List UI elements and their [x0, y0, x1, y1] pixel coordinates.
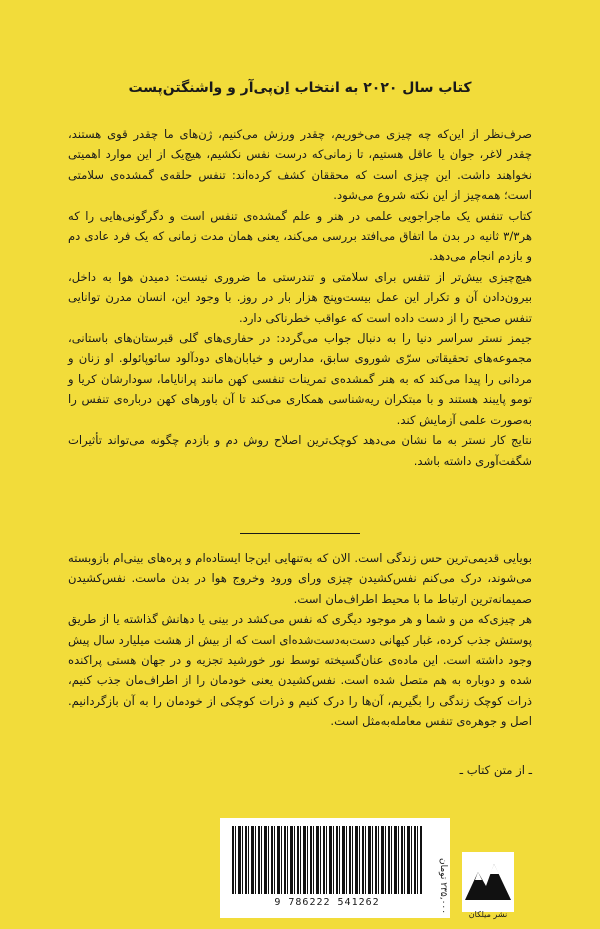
paragraph: هر چیزی‌که من و شما و هر موجود دیگری که نفس می‌کشد در بینی یا دهانش گذاشته یا از طریق پوستش جذب کرده، غبار کیهانی دست‌به‌دست‌شده‌ای است که از بیش از هشت میلیارد سال پیش وجود داشته است. این ماده‌ی عنان‌گسیخته توسط نور خورشید تجزیه و در جهان هستی پراکنده شده و دوباره به هم متصل شده است. نفس‌کشیدن یعنی خودمان را از اطراف‌مان جذب کنیم، ذرات کوچک زندگی را بگیریم، آن‌ها را درک کنیم و ذرات کوچکی از خودمان را به آن بازگردانیم. اصل و جوهره‌ی تنفس معامله‌به‌مثل است.	[68, 612, 532, 729]
excerpt-attribution: ـ از متن کتاب ـ	[459, 763, 532, 777]
section-divider	[240, 533, 360, 534]
paragraph: کتاب تنفس یک ماجراجویی علمی در هنر و علم گمشده‌ی تنفس است و دگرگونی‌هایی را که هر۳/۳ ثانیه در بدن ما اتفاق می‌افتد بررسی می‌کند، یعنی همان مدت زمانی که یک فرد عادی دم و بازدم انجام می‌دهد.	[68, 208, 532, 264]
barcode-number: 9 786222 541262	[274, 897, 380, 908]
paragraph: بویایی قدیمی‌ترین حس زندگی است. الان که به‌تنهایی این‌جا ایستاده‌ام و پره‌های بینی‌ام بازوبسته می‌شوند، درک می‌کنم نفس‌کشیدن چیزی ورای ورود وخروج هوا در بدن ماست. نفس‌کشیدن صمیمانه‌ترین ارتباط ما با محیط اطراف‌مان است.	[68, 551, 532, 606]
paragraph: جیمز نستر سراسر دنیا را به دنبال جواب می‌گردد: در حفاری‌های گلی قبرستان‌های باستانی، مجموعه‌های تحقیقاتی سرّی شوروی سابق، مدارس و خیابان‌های دودآلود سائوپائولو. او زنان و مردانی را پیدا می‌کند که به هنر گمشده‌ی تمرینات تنفسی کهن مانند پرانایاما، سودارشان کریا و تومو پایبند هستند و با مبتکران ریه‌شناسی همکاری می‌کند تا آن باورهای کهن درباره‌ی تنفس را به‌صورت علمی آزمایش کند.	[68, 331, 532, 427]
paragraph: صرف‌نظر از این‌که چه چیزی می‌خوریم، چقدر ورزش می‌کنیم، ژن‌های ما چقدر قوی هستند، چقدر لاغر، جوان یا عاقل هستیم، تا زمانی‌که درست نفس نکشیم، هیچ‌یک از این موارد اهمیتی نخواهند داشت. این چیزی است که محققان کشف کرده‌اند: تنفس حلقه‌ی گمشده‌ی سلامتی است؛ همه‌چیز از این نکته شروع می‌شود.	[68, 127, 532, 203]
award-headline: کتاب سال ۲۰۲۰ به انتخاب اِن‌پی‌آر و واشنگتن‌پست	[128, 80, 472, 96]
paragraph: هیچ‌چیزی بیش‌تر از تنفس برای سلامتی و تندرستی ما ضروری نیست: دمیدن هوا به داخل، بیرون‌دادن آن و تکرار این عمل بیست‌وپنج هزار بار در روز. با وجود این، انسان مدرن توانایی تنفس صحیح را از دست داده است که عواقب خطرناکی دارد.	[68, 269, 532, 325]
mountain-logo-icon	[462, 852, 514, 912]
publisher-name: نشر میلکان	[468, 910, 508, 919]
book-excerpt	[68, 548, 532, 732]
price-label: ۰۰۰‚۲۳۵ تومان	[438, 857, 448, 914]
paragraph: نتایج کار نستر به ما نشان می‌دهد کوچک‌ترین اصلاح روش دم و بازدم چگونه می‌تواند تأثیرات شگفت‌آوری داشته باشد.	[68, 433, 532, 468]
book-description	[68, 124, 532, 471]
isbn-barcode	[232, 826, 422, 894]
